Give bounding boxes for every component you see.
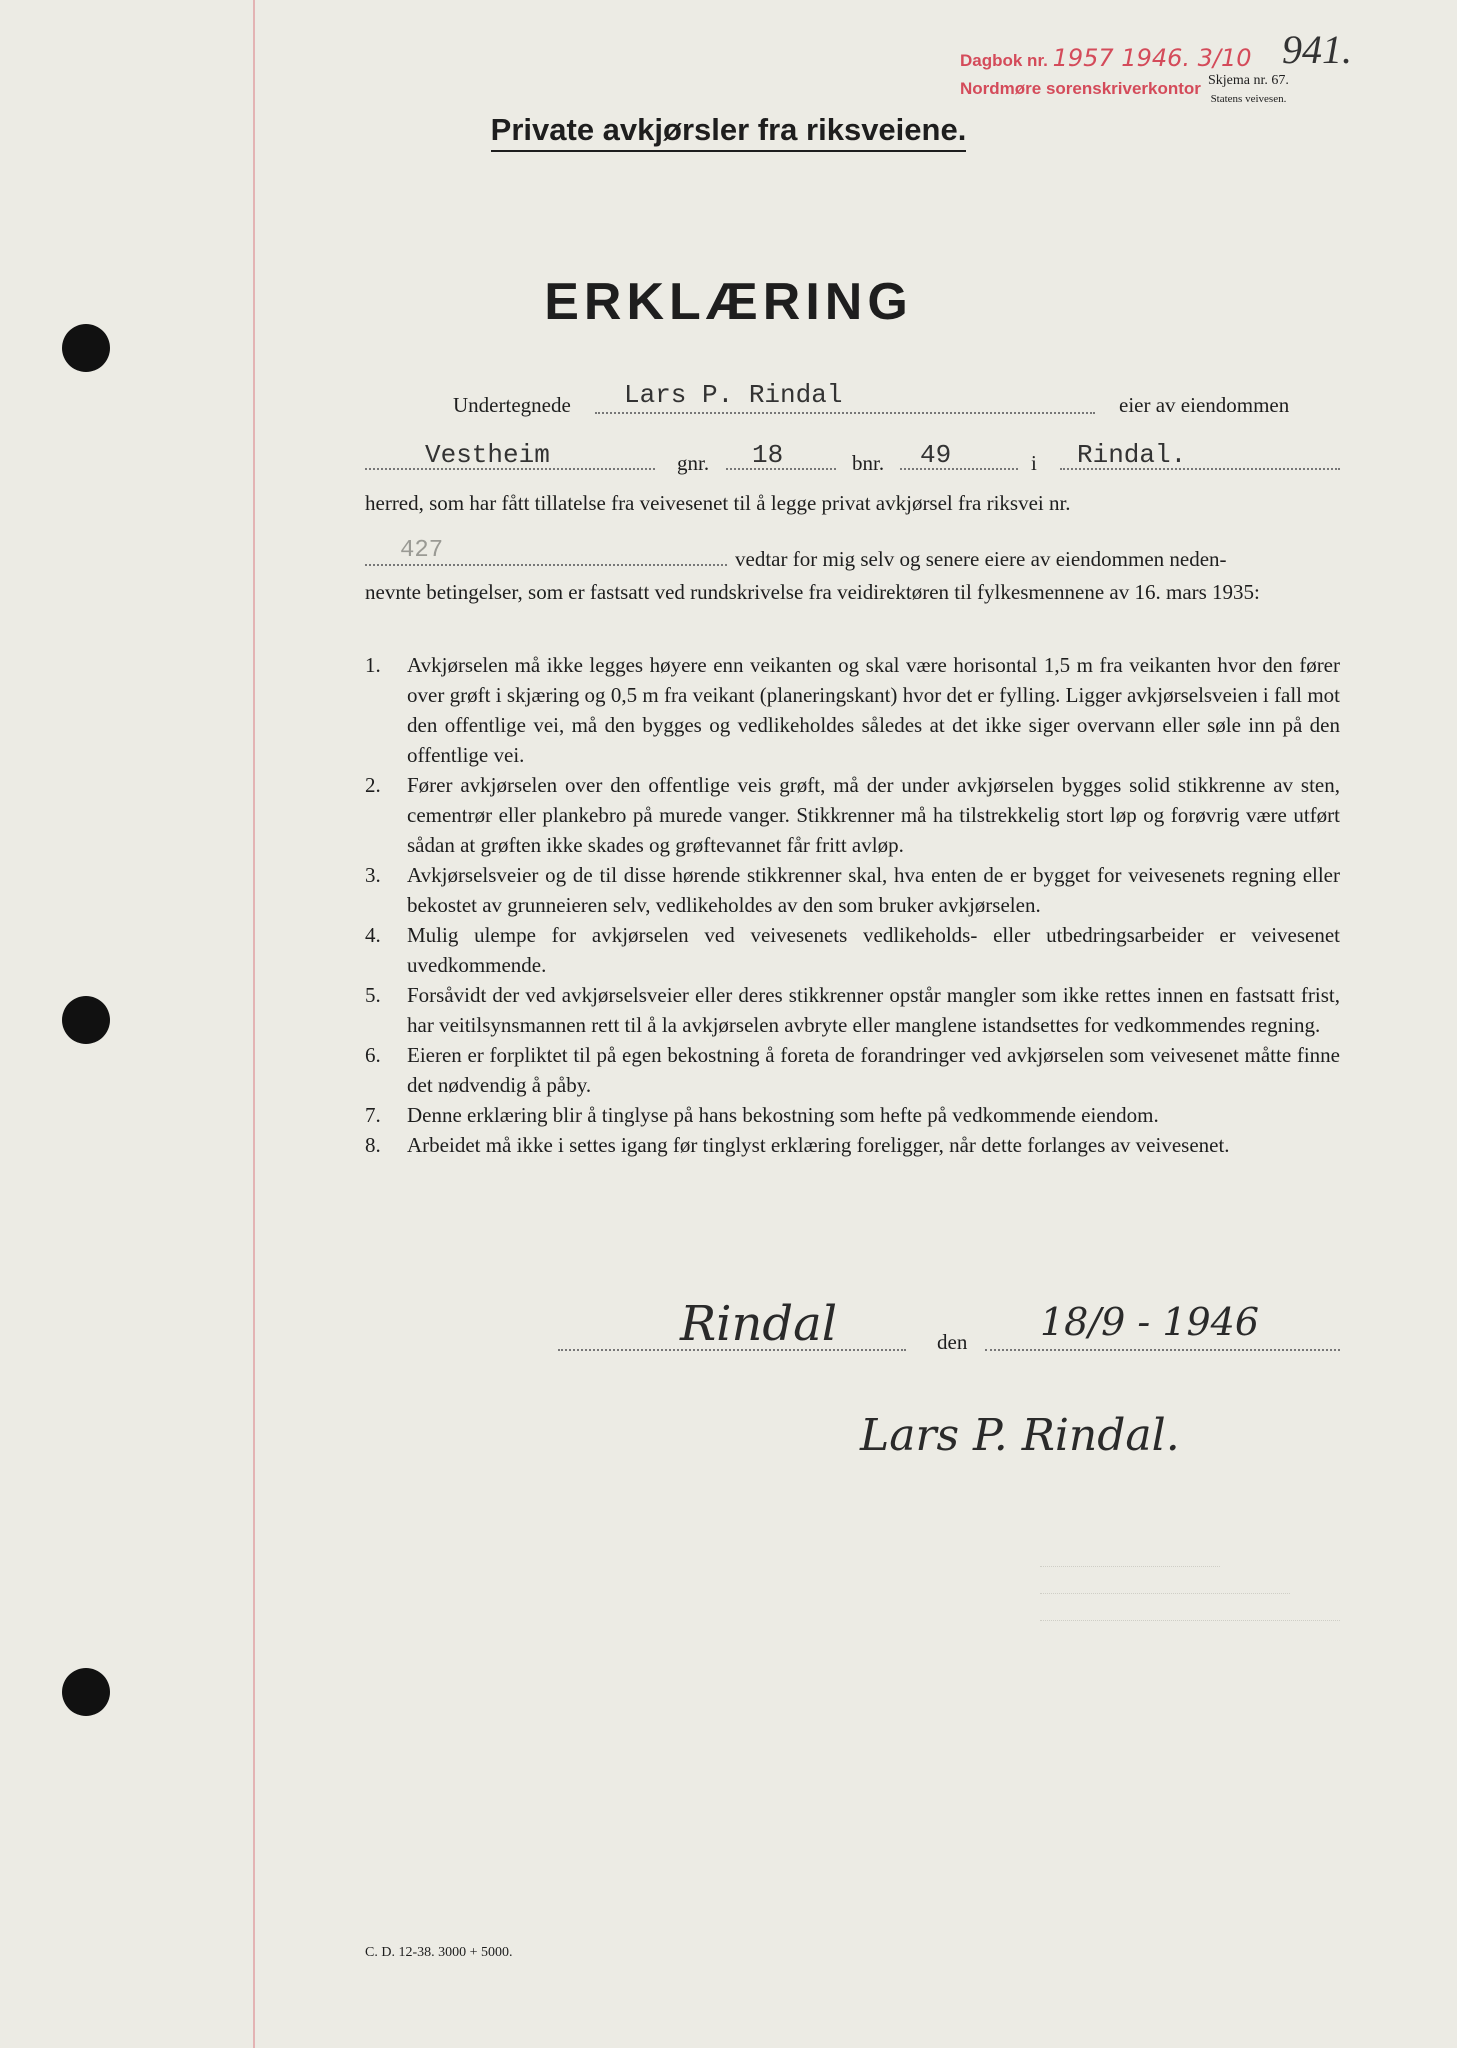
- road-number: 427: [400, 537, 444, 564]
- condition-item: 8. Arbeidet må ikke i settes igang før tinglyst erklæring foreligger, når dette forlanges av veivesenet.: [365, 1133, 1230, 1157]
- schema-issuer: Statens veivesen.: [1210, 93, 1287, 105]
- commitment-text-2: nevnte betingelser, som er fastsatt ved rundskrivelse fra veidirektøren til fylkesmennene av 16. mars 1935:: [365, 580, 1260, 604]
- page-number: 941.: [1282, 27, 1352, 72]
- print-code: C. D. 12-38. 3000 + 5000.: [365, 1945, 513, 1960]
- gnr-value: 18: [752, 440, 784, 470]
- condition-item: 5. Forsåvidt der ved avkjørselsveier eller deres stikkrenner opstår mangler som ikke rettes innen en fastsatt frist, har veitilsynsmannen rett til å la avkjørselen avbryte eller manglene istandsettes for vedkommendes regning.: [365, 983, 1340, 1037]
- schema-reference: [1208, 72, 1289, 108]
- stamp-handwritten-number: 1957 1946. 3/10: [1052, 44, 1252, 72]
- condition-item: 2. Fører avkjørselen over den offentlige veis grøft, må der under avkjørselen bygges solid stikkrenne av sten, cementrør eller plankebro på murede vanger. Stikkrenner må ha tilstrekkelig stort løp og forøvrig være utført sådan at grøften ikke skades og grøftevannet får fritt avløp.: [365, 773, 1340, 857]
- municipality-value: Rindal.: [1077, 440, 1187, 470]
- condition-item: 4. Mulig ulempe for avkjørselen ved veivesenets vedlikeholds- eller utbedringsarbeider er veivesenet uvedkommende.: [365, 923, 1340, 977]
- schema-label: Skjema nr. 67.: [1208, 73, 1289, 88]
- signature-place: Rindal: [680, 1296, 838, 1352]
- permission-text: herred, som har fått tillatelse fra veivesenet til å legge privat avkjørsel fra riksvei nr.: [365, 491, 1071, 515]
- condition-item: 7. Denne erklæring blir å tinglyse på hans bekostning som hefte på vedkommende eiendom.: [365, 1103, 1159, 1127]
- undersigned-name: Lars P. Rindal: [624, 380, 843, 410]
- handwritten-signature: Lars P. Rindal.: [860, 1410, 1180, 1461]
- condition-item: 3. Avkjørselsveier og de til disse hørende stikkrenner skal, hva enten de er bygget for veivesenets regning eller bekostet av grunneieren selv, vedlikeholdes av den som bruker avkjørselen.: [365, 863, 1340, 917]
- condition-item: 1. Avkjørselen må ikke legges høyere enn veikanten og skal være horisontal 1,5 m fra veikanten hvor den fører over grøft i skjæring og 0,5 m fra veikant (planeringskant) hvor det er fylling. Ligger avkjørselsveien i fall mot den offentlige vei, må den bygges og vedlikeholdes således at det ikke siger overvann eller søle inn på den offentlige vei.: [365, 653, 1340, 767]
- owner-of-label: eier av eiendommen: [1119, 393, 1290, 417]
- road-number-field-line: [365, 564, 727, 566]
- punch-hole: [62, 1668, 110, 1716]
- undersigned-field-line: [595, 412, 1095, 414]
- bnr-value: 49: [920, 440, 952, 470]
- bnr-label: bnr.: [852, 451, 885, 475]
- document-title: Private avkjørsler fra riksveiene.: [0, 112, 1457, 148]
- condition-item: 6. Eieren er forpliktet til på egen bekostning å foreta de forandringer ved avkjørselen som veivesenet måtte finne det nødvendig å påby.: [365, 1043, 1340, 1097]
- bleed-through-marks: [1040, 1540, 1340, 1621]
- commitment-text-1: vedtar for mig selv og senere eiere av eiendommen neden-: [735, 547, 1227, 571]
- conditions-list: [365, 650, 1340, 1160]
- property-name: Vestheim: [425, 440, 550, 470]
- stamp-prefix: Dagbok nr.: [960, 51, 1048, 70]
- signature-date: 18/9 - 1946: [1040, 1300, 1260, 1344]
- punch-hole: [62, 996, 110, 1044]
- stamp-office: Nordmøre sorenskriverkontor: [960, 79, 1201, 98]
- date-field-line: [985, 1349, 1340, 1351]
- bnr-field-line: [900, 468, 1018, 470]
- document-heading: ERKLÆRING: [544, 273, 913, 331]
- den-label: den: [937, 1330, 968, 1354]
- i-label: i: [1031, 451, 1037, 475]
- gnr-label: gnr.: [677, 451, 710, 475]
- undersigned-label: Undertegnede: [453, 393, 571, 417]
